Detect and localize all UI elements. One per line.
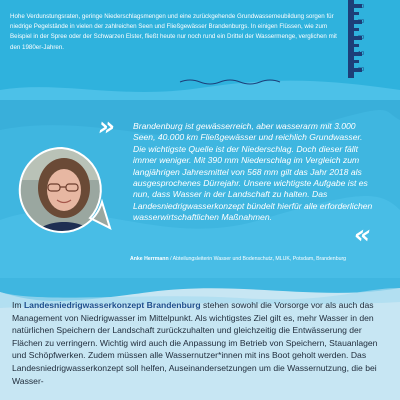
wave-decoration [0, 78, 400, 100]
quote-card [0, 100, 400, 278]
body-section [0, 278, 400, 400]
gauge-label: 20 [358, 35, 365, 41]
gauge-label: 10 [358, 51, 365, 57]
intro-paragraph: Hohe Verdunstungsraten, geringe Niederschlagsmengen und eine zurückgehende Grundwasserneubildung sorgen für niedrige Pegelstände in vielen der zahlreichen Seen und Fließgewässer Brandenburgs. In einigen Flüssen, wie zum Beispiel in der Spree oder der Schwarzen Elster, fließt heute nur noch rund ein Drittel der Wassermenge, verglichen mit den 1980er-Jahren. [10, 13, 337, 51]
gauge-label: 30 [358, 19, 365, 25]
author-role: / Abteilungsleiterin Wasser und Bodenschutz, MLUK, Potsdam, Brandenburg [168, 256, 347, 262]
gauge-label: 40 [358, 4, 365, 10]
quote-text: Brandenburg ist gewässerreich, aber wasserarm mit 3.000 Seen, 40.000 km Fließgewässer und reichlich Grundwasser. Die wichtigste Quelle ist der Niederschlag. Doch dieser fällt immer weniger. Mit 390 mm Niederschlag im Vergleich zum langjährigen Jahresmittel von 568 mm gilt das Jahr 2018 als ausgesprochenes Dürrejahr. Unsere wichtigste Aufgabe ist es nun, dass Wasser in der Landschaft zu halten. Das Landesniedrigwasserkonzept bündelt hierfür alle erforderlichen wasserwirtschaftlichen Maßnahmen. [133, 121, 373, 223]
author-name: Anke Herrmann [130, 256, 169, 262]
body-text: stehen sowohl die Vorsorge vor als auch das Management von Niedrigwasser im Mittelpunkt. Als wichtigstes Ziel gilt es, mehr Wasser in den natürlichen Speichern der Landschaft zurückzuhalten und gleichzeitig die Entwässerung der Flächen zu verringern. Wichtig wird auch die Anpassung im Betrieb von Speichern, Stauanlagen und Schöpfwerken. Zudem müssen alle Wassernutzer*innen mit ins Boot geholt werden. Das Landesniedrigwasserkonzept soll helfen, Auseinandersetzungen um die Wassernutzung, die bei Wasser- [12, 300, 378, 386]
quote-close-icon: « [354, 220, 367, 250]
body-prefix: Im [12, 300, 24, 310]
body-highlight: Landesniedrigwasserkonzept Brandenburg [23, 300, 201, 310]
intro-section [0, 0, 400, 100]
gauge-label: 00 [358, 67, 365, 73]
quote-author [130, 256, 390, 262]
quote-open-icon: » [98, 112, 111, 142]
author-photo [12, 140, 112, 240]
body-paragraph [12, 299, 392, 387]
